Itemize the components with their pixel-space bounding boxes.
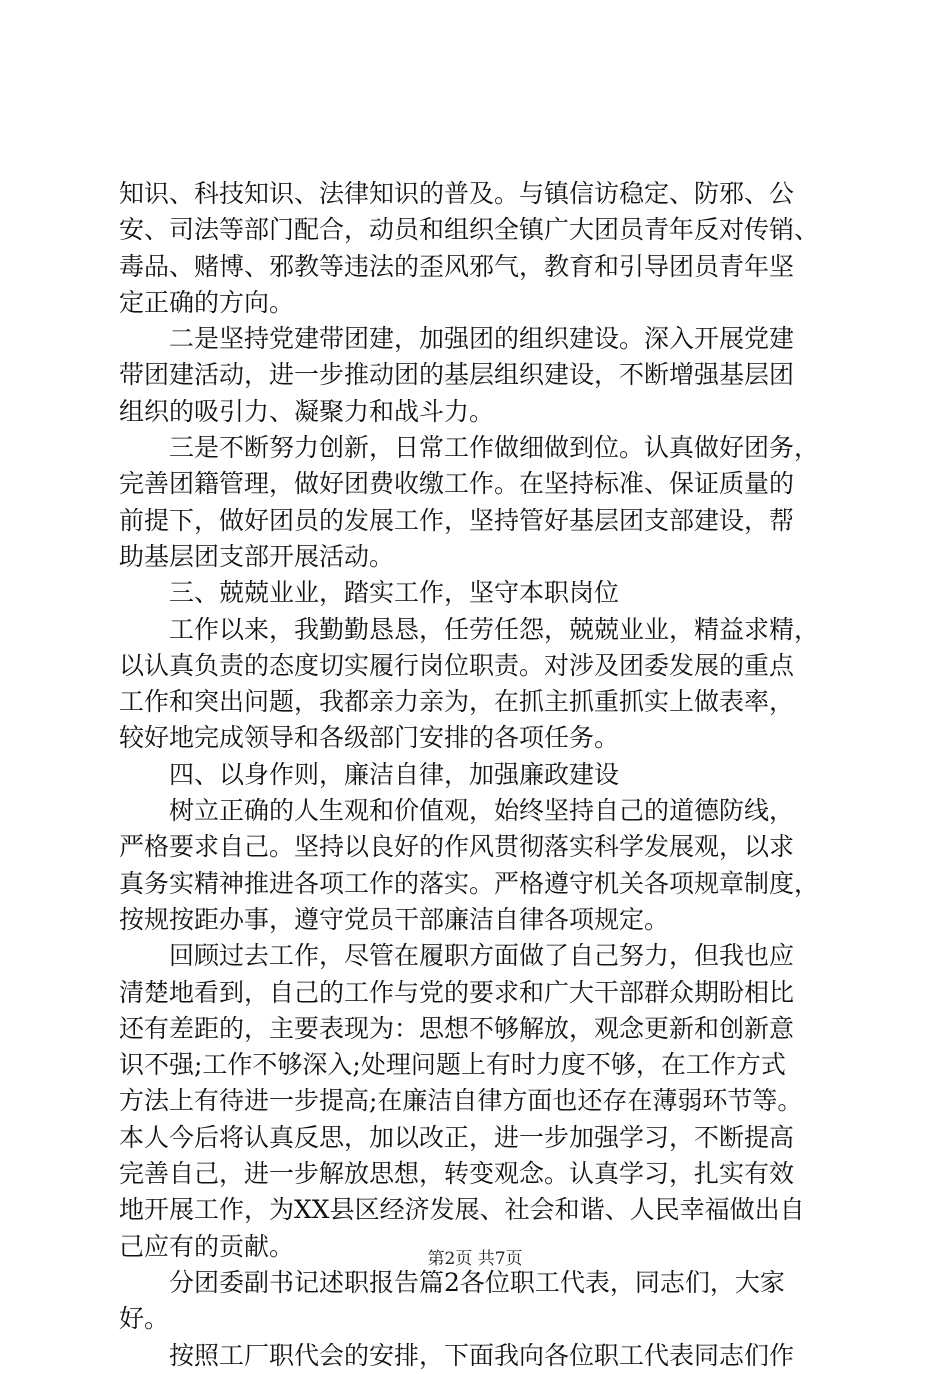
text-line: 清楚地看到，自己的工作与党的要求和广大干部群众期盼相比: [119, 977, 795, 1007]
text-line: 树立正确的人生观和价值观，始终坚持自己的道德防线，: [119, 796, 795, 826]
text-line: 方法上有待进一步提高;在廉洁自律方面也还存在薄弱环节等。: [119, 1086, 803, 1116]
page-number-footer: 第2页 共7页: [427, 1249, 523, 1269]
text-line: 好。: [119, 1304, 170, 1334]
text-line: 二是坚持党建带团建，加强团的组织建设。深入开展党建: [119, 324, 795, 354]
text-line: 三是不断努力创新，日常工作做细做到位。认真做好团务，: [119, 433, 820, 463]
text-line: 毒品、赌博、邪教等违法的歪风邪气，教育和引导团员青年坚: [119, 251, 795, 281]
section-heading: 四、以身作则，廉洁自律，加强廉政建设: [119, 759, 620, 789]
text-line: 回顾过去工作，尽管在履职方面做了自己努力，但我也应: [119, 941, 795, 971]
text-line: 助基层团支部开展活动。: [119, 541, 395, 571]
text-line: 前提下，做好团员的发展工作，坚持管好基层团支部建设，帮: [119, 505, 795, 535]
text-line: 组织的吸引力、凝聚力和战斗力。: [119, 396, 495, 426]
text-line: 按规按距办事，遵守党员干部廉洁自律各项规定。: [119, 904, 670, 934]
text-line: 按照工厂职代会的安排，下面我向各位职工代表同志们作: [119, 1340, 795, 1370]
text-line: 分团委副书记述职报告篇2各位职工代表，同志们，大家: [119, 1267, 785, 1297]
text-line: 完善自己，进一步解放思想，转变观念。认真学习，扎实有效: [119, 1159, 795, 1189]
document-body: [119, 176, 835, 1374]
text-line: 工作以来，我勤勤恳恳，任劳任怨，兢兢业业，精益求精，: [119, 614, 820, 644]
text-line: 还有差距的，主要表现为：思想不够解放，观念更新和创新意: [119, 1013, 795, 1043]
section-heading: 三、兢兢业业，踏实工作，坚守本职岗位: [119, 578, 620, 608]
text-line: 定正确的方向。: [119, 287, 295, 317]
text-line: 完善团籍管理，做好团费收缴工作。在坚持标准、保证质量的: [119, 469, 795, 499]
text-line: 真务实精神推进各项工作的落实。严格遵守机关各项规章制度，: [119, 868, 820, 898]
text-line: 安、司法等部门配合，动员和组织全镇广大团员青年反对传销、: [119, 215, 820, 245]
text-line: 以认真负责的态度切实履行岗位职责。对涉及团委发展的重点: [119, 650, 795, 680]
text-line: 工作和突出问题，我都亲力亲为，在抓主抓重抓实上做表率，: [119, 687, 795, 717]
text-line: 带团建活动，进一步推动团的基层组织建设，不断增强基层团: [119, 360, 795, 390]
text-line: 识不强;工作不够深入;处理问题上有时力度不够，在工作方式: [119, 1050, 786, 1080]
text-line: 本人今后将认真反思，加以改正，进一步加强学习，不断提高: [119, 1122, 795, 1152]
text-line: 严格要求自己。坚持以良好的作风贯彻落实科学发展观，以求: [119, 832, 795, 862]
text-line: 地开展工作，为XX县区经济发展、社会和谐、人民幸福做出自: [119, 1195, 805, 1225]
text-line: 较好地完成领导和各级部门安排的各项任务。: [119, 723, 620, 753]
text-line: 己应有的贡献。: [119, 1231, 295, 1261]
text-line: 知识、科技知识、法律知识的普及。与镇信访稳定、防邪、公: [119, 179, 795, 208]
